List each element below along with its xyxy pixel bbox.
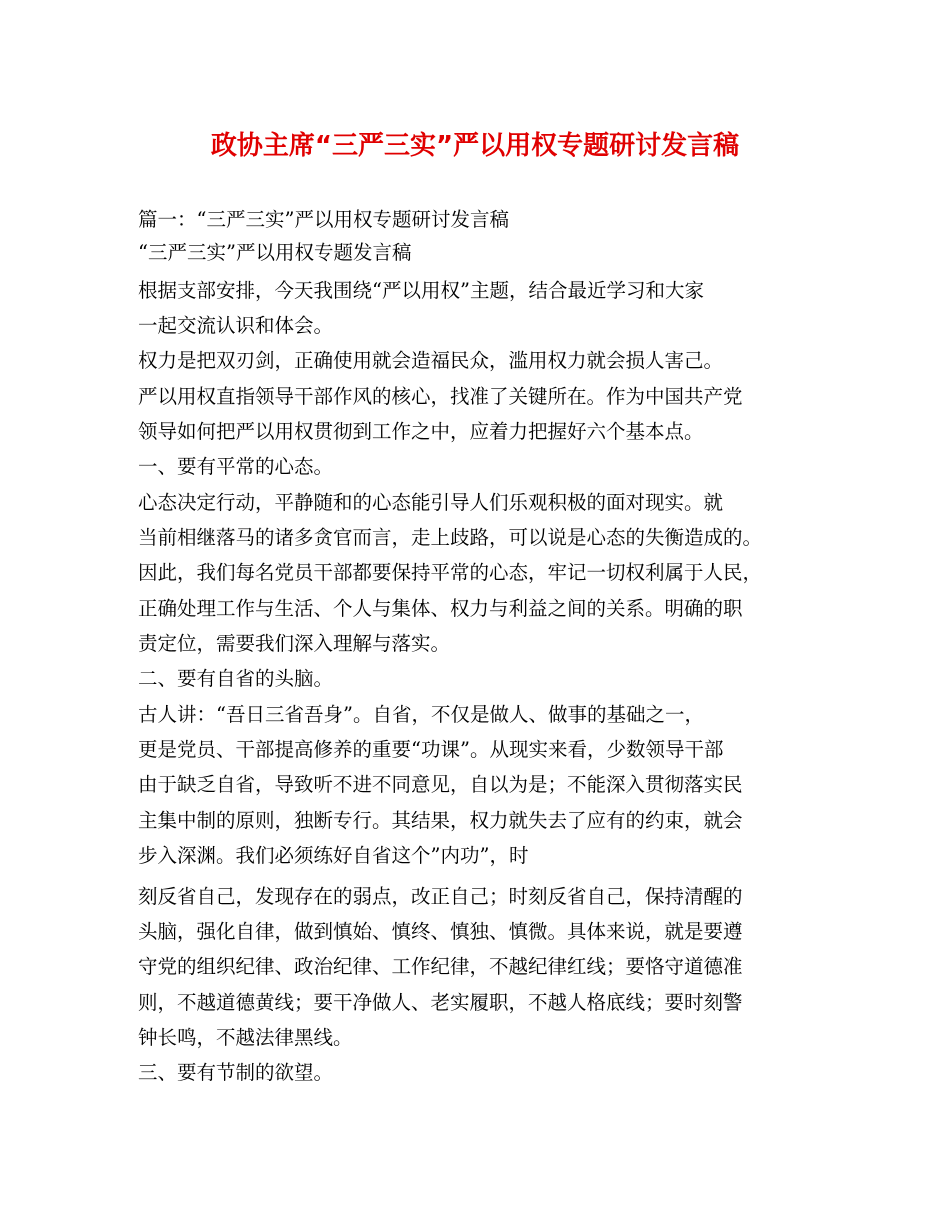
body-line: 二、要有自省的头脑。 bbox=[138, 667, 334, 690]
body-line: 由于缺乏自省，导致听不进不同意见，自以为是；不能深入贯彻落实民 bbox=[138, 773, 743, 796]
body-line: 正确处理工作与生活、个人与集体、权力与利益之间的关系。明确的职 bbox=[138, 597, 743, 620]
body-line: 刻反省自己，发现存在的弱点，改正自己；时刻反省自己，保持清醒的 bbox=[138, 885, 743, 908]
body-line: 主集中制的原则，独断专行。其结果，权力就失去了应有的约束，就会 bbox=[138, 809, 743, 832]
body-line: 头脑，强化自律，做到慎始、慎终、慎独、慎微。具体来说，就是要遵 bbox=[138, 920, 743, 943]
body-line: 根据支部安排，今天我围绕“严以用权”主题，结合最近学习和大家 bbox=[138, 279, 704, 302]
body-line: 古人讲：“吾日三省吾身”。自省，不仅是做人、做事的基础之一， bbox=[138, 703, 704, 726]
body-line: 心态决定行动，平静随和的心态能引导人们乐观积极的面对现实。就 bbox=[138, 491, 724, 514]
body-line: 守党的组织纪律、政治纪律、工作纪律，不越纪律红线；要恪守道德准 bbox=[138, 955, 743, 978]
body-line: “三严三实”严以用权专题发言稿 bbox=[138, 241, 412, 264]
body-line: 一、要有平常的心态。 bbox=[138, 455, 334, 478]
body-line: 步入深渊。我们必须练好自省这个”内功”，时 bbox=[138, 844, 529, 867]
body-line: 一起交流认识和体会。 bbox=[138, 314, 334, 337]
body-line: 因此，我们每名党员干部都要保持平常的心态，牢记一切权利属于人民， bbox=[138, 561, 763, 584]
body-line: 更是党员、干部提高修养的重要“功课”。从现实来看，少数领导干部 bbox=[138, 738, 724, 761]
body-line: 权力是把双刃剑，正确使用就会造福民众，滥用权力就会损人害己。 bbox=[138, 349, 724, 372]
body-line: 篇一：“三严三实”严以用权专题研讨发言稿 bbox=[138, 208, 509, 231]
body-line: 领导如何把严以用权贯彻到工作之中，应着力把握好六个基本点。 bbox=[138, 420, 704, 443]
body-line: 则，不越道德黄线；要干净做人、老实履职，不越人格底线；要时刻警 bbox=[138, 991, 743, 1014]
body-line: 当前相继落马的诸多贪官而言，走上歧路，可以说是心态的失衡造成的。 bbox=[138, 526, 763, 549]
body-line: 严以用权直指领导干部作风的核心，找准了关键所在。作为中国共产党 bbox=[138, 385, 743, 408]
document-title: 政协主席“三严三实”严以用权专题研讨发言稿 bbox=[210, 131, 740, 161]
body-line: 责定位，需要我们深入理解与落实。 bbox=[138, 632, 451, 655]
body-line: 钟长鸣，不越法律黑线。 bbox=[138, 1026, 353, 1049]
body-line: 三、要有节制的欲望。 bbox=[138, 1061, 334, 1084]
